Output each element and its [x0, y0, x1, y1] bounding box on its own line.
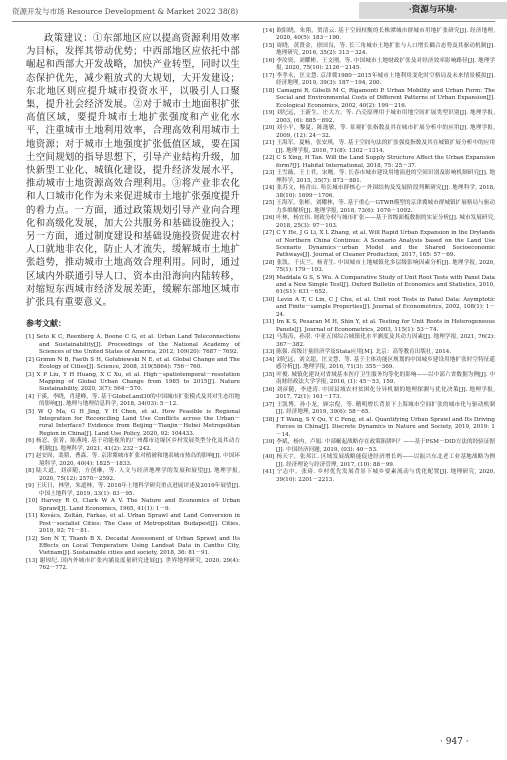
reference-list-left	[26, 334, 240, 572]
reference-item: [36] 刘彦随，李进涛. 中国县域农村贫困化分异机制的地理探测与优化决策[J]. 地理学报, 2017, 72(1): 161－173.	[263, 387, 495, 401]
reference-item: [11] Kovács, Zoltán, Farkas, et al. Urban Sprawl and Land Conversion in Post－socialist Cities: The Case of Metropolitan Budapest[J]. Cities, 2019, 92: 71－81.	[26, 513, 240, 534]
reference-item: [27] C Y He, J G Li, X L Zhang, et al. Will Rapid Urban Expansion in the Drylands of Northern China Continue: A Scenario Analysis based on the Land Use Scenario Dynamics－urban Model and the Shared Socioeconomic Pathways[J]. Journal of Cleaner Production, 2017, 165: 57－69.	[263, 230, 495, 258]
reference-item: [30] Levin A T, C Lin, C J Chu, et al. Unit root Tests in Panel Data: Asymptotic and Finite－sample Properties[J]. Journal of Econometrics, 2002, 108(1): 1－24.	[263, 297, 495, 318]
body-text	[26, 32, 240, 309]
reference-item: [10] Harvey R O, Clark W A V. The Nature and Economics of Urban Sprawl[J]. Land Economics, 1965, 41(1): 1－9.	[26, 498, 240, 512]
reference-item: [13] 谢琼纪. 国内外城市扩张内涵及度量研究进展[J]. 世界地理研究, 2020, 29(4): 762－772.	[26, 557, 240, 572]
reference-item: [4] 于溪，李晓，肖建峰，等. 基于GlobeLand30的中国城市扩张模式及其对生态用地的影响[J]. 地理与地理信息科学, 2018, 34(03): 5－12.	[26, 393, 240, 408]
header-rule	[12, 21, 495, 22]
reference-item: [35] 叶俊. 城镇化建设对省域基本医疗卫生服务均等化的影响——以中部六省数据为例[J]. 中南财经政法大学学报, 2016, (1): 45－53, 159.	[263, 372, 495, 386]
reference-item: [9] 王庆日，林坚，朱道林，等. 2018年土地科学研究重点进展评述及2019年展望[J]. 中国土地科学, 2019, 33(1): 83－95.	[26, 483, 240, 497]
reference-item: [21] 王海军，夏畅，张安琪，等. 基于空间句法的扩张强度指数及其在城镇扩展分析中的应用[J]. 地理学报, 2016, 71(8): 1302－1314.	[263, 140, 495, 154]
reference-item: [39] 李斌，杨冉，卢娟. 中部崛起战略存在政策陷阱吗？——基于PSM－DID方法的经验证据[J]. 中国经济问题, 2019, (03): 40－53.	[263, 439, 495, 453]
reference-item: [31] Im K S, Pesaran M H, Shin Y, et al. Testing for Unit Roots in Heterogeneous Panels[J]. Journal of Econometrics, 2003, 115(1): 53－74.	[263, 319, 495, 333]
reference-list-right	[263, 28, 495, 484]
reference-item: [1] Seto K C, Reenberg A, Boone C G, et al. Urban Land Teleconnections and Sustainability[J]. Proceedings of the National Academy of Sciences of the United States of America, 2012, 109(20): 7687－7692.	[26, 334, 240, 355]
journal-running-title: 资源开发与市场 Resource Development & Market 2022 38(8)	[12, 7, 239, 16]
references-heading: 参考文献：	[26, 318, 66, 329]
reference-item: [17] 李孝永，匡文慧. 京津冀1980－2015年城市土地利用变化时空格局及未来情景模拟[J]. 经济地理, 2019, 39(3): 187－194, 200.	[263, 73, 495, 87]
reference-item: [22] C S Xing, H Tan. Will the Land Supply Structure Affect the Urban Expansion form?[J]. Habitat International, 2018, 75: 25－37.	[263, 155, 495, 169]
section-tab: ·资源与环境·	[359, 2, 507, 19]
reference-item: [5] W Q Ma, G H Jing, Y H Chen, et al. How Feasible is Regional Integration for Reconciling Land Use Conflicts across the Urban－rural Interface? Evidence from Beijing－Tianjin－Hebei Metropolitan Region in China[J]. Land Use Policy, 2020, 92: 104433.	[26, 408, 240, 437]
reference-item: [8] 陆大道，刘彦随，方创琳，等. 人文与经济地理学的发展和展望[J]. 地理学报, 2020, 75(12): 2570－2592.	[26, 468, 240, 482]
reference-item: [33] 陈强. 高级计量经济学及Stata应用[M]. 北京：高等教育出版社, 2014.	[263, 349, 452, 356]
reference-item: [25] 王海军，张彬，刘耀林，等. 基于重心－GTWR模型的京津冀城市群城镇扩展格局与驱动力多维解析[J]. 地理学报, 2018, 73(6): 1076－1092.	[263, 200, 495, 214]
reference-item: [26] 叶林，杨宜伟. 财政分权与城市扩张——基于省级面板数据的实证分析[J]. 城市发展研究, 2018, 25(3): 97－103.	[263, 215, 495, 229]
reference-item: [6] 杨忍，张菁，陈燕纯. 基于功能视角的广州都市边缘区乡村发展类型分化及其动力机制[J]. 地理科学, 2021, 41(2): 232－242.	[26, 438, 240, 452]
reference-item: [34] 刘纪远，刘文超，匡文慧，等. 基于主体功能区规划的中国城乡建设用地扩张时空特征遥感分析[J]. 地理学报, 2016, 71(3): 355－369.	[263, 357, 495, 371]
reference-item: [20] 刘小平，黎夏，陈逸敏，等. 景观扩张指数及其在城市扩展分析中的应用[J]. 地理学报, 2009, (12): 24－32.	[263, 125, 495, 139]
right-column	[263, 28, 495, 484]
reference-item: [24] 张苏文，杨青山. 哈长城市群核心－外围结构及发展阶段判断研究[J]. 地理科学, 2018, 38(10): 1699－1706.	[263, 185, 495, 199]
reference-item: [7] 赵安周，裴韬，曹森，等. 京津冀城市扩张对植被和地表城市热岛的影响[J]. 中国环境科学, 2020, 40(4): 1825－1833.	[26, 453, 240, 467]
reference-item: [18] Camagni R, Gibelli M C, Rigamonti P. Urban Mobility and Urban Form: The Social and Environmental Costs of Different Patterns of Urban Expansion[J]. Ecological Economics, 2002, 40(2): 199－216.	[263, 88, 495, 109]
reference-item: [40] 杨天宇，张邦江. 区域发展战略能促进经济增长吗——以振兴东北老工业基地战略为例[J]. 经济理论与经济管理, 2017, (10): 88－99.	[263, 454, 495, 468]
reference-item: [2] Grimm N B, Faeth S H, Golubiewski N E, et al. Global Change and The Ecology of Cities[J]. Science, 2008, 319(5864): 756－760.	[26, 356, 240, 370]
reference-item: [28] 张凯，千庆兰，杨青生. 中国城市土地城镇化多层级影响因素分析[J]. 地理学报, 2020, 75(1): 179－193.	[263, 259, 495, 273]
reference-item: [37] 王凯博，孙小龙，顾宗倪，等. 精明增长背景下上海城市空间扩张的城市化与驱动机制[J]. 经济地理, 2019, 39(6): 58－65.	[263, 402, 495, 416]
page-number: · 947 ·	[440, 737, 469, 747]
reference-item: [14] 欧阳晓，朱翔，贺清云. 基于空间权衡的长株潭城市群城市用地扩张研究[J]. 经济地理, 2020, 40(5): 183－190.	[263, 28, 495, 42]
reference-item: [3] X P Liu, Y H Huang, X C Xu, et al. High－spatiotemporal－resolution Mapping of Global Urban Change from 1985 to 2015[J]. Nature Sustainability, 2020, 3(7): 564－570.	[26, 371, 240, 393]
reference-item: [16] 李汝资，刘耀彬，王文刚，等. 中国城市土地财政扩张及对经济效率影响路径[J]. 地理学报, 2020, 75(10): 2126－2145.	[263, 58, 495, 72]
reference-item: [38] J T Wang, S Y Qu, Y C Feng, et al. Quantifying Urban Sprawl and Its Driving Forces in China[J]. Discrete Dynamics in Nature and Society, 2019, 2019: 1－14.	[263, 417, 495, 438]
reference-item: [32] 马海涛，孙湛. 中亚五国综合城镇化水平测度及其动力因素[J]. 地理学报, 2021, 76(2): 367－382.	[263, 334, 495, 348]
left-column	[26, 32, 240, 573]
reference-item: [19] 刘纪远，王新生，庄大方，等. 凸壳原理用于城市用地空间扩展类型识别[J]. 地理学报, 2003, (6): 885－892.	[263, 110, 495, 124]
reference-item: [41] 宁志中，张琦. 乡村优先发展背景下城乡要素流动与优化配置[J]. 地理研究, 2020, 39(10): 2201－2213.	[263, 469, 495, 483]
reference-item: [23] 王雪薇，王士君，宋飏，等. 长春市城市建设用地演进的空间识别及影响机制研究[J]. 地理科学, 2015, 35(7): 873－881.	[263, 170, 495, 184]
reference-item: [12] Son N T, Thanh B X. Decadal Assessment of Urban Sprawl and Its Effects on Local Temperature Using Landsat Data in Cantho City, Vietnam[J]. Sustainable cities and society, 2018, 36: 81－91.	[26, 535, 240, 557]
reference-item: [29] Maddala G S, S Wu. A Comparative Study of Unit Root Tests with Panel Data and a New Simple Test[J]. Oxford Bulletin of Economics and Statistics, 2010, 61(S1): 631－652.	[263, 274, 495, 296]
page-header	[0, 0, 507, 22]
reference-item: [15] 周晓，黄贤金，徐国良，等. 长三角城市土地扩张与人口增长耦合态势及其驱动机制[J]. 地理研究, 2016, 35(2): 313－324.	[263, 43, 495, 57]
body-paragraph: 政策建议：①东部地区应以提高资源利用效率为目标，发挥其带动优势；中西部地区应依托中部崛起和西部大开发战略，加快产业转型，同时以生态保护优先，减少粗放式的大规划，大开发建设；东北地区则应提升城市投资水平，以吸引人口聚集，提升社会经济发展。②对于城市土地面积扩张高值区域，要提升城市土地扩张强度和产业化水平，注重城市土地利用效率，合理高效利用城市土地资源；对于城市土地强度扩张低值区域，要在国土空间规划的指导思想下，引导产业结构升级，加快新型工业化、城镇化建设，提升经济发展水平，推动城市土地资源高效合理利用。③将产业非农化和人口城市化作为未来促进城市土地扩张强度提升的着力点。一方面，通过政策规划引导产业向合理化和高级化发展，加大公共服务和基础设施投入；另一方面，通过制度建设和基础设施投资促进农村人口就地非农化，防止人才流失，缓解城市土地扩张趋势，推动城市土地高效合理利用。同时，通过区域内外联通引导人口、资本由沿海向内陆转移，对缩短东西城市经济发展差距，缓解东部地区城市扩张具有重要意义。	[26, 33, 240, 309]
